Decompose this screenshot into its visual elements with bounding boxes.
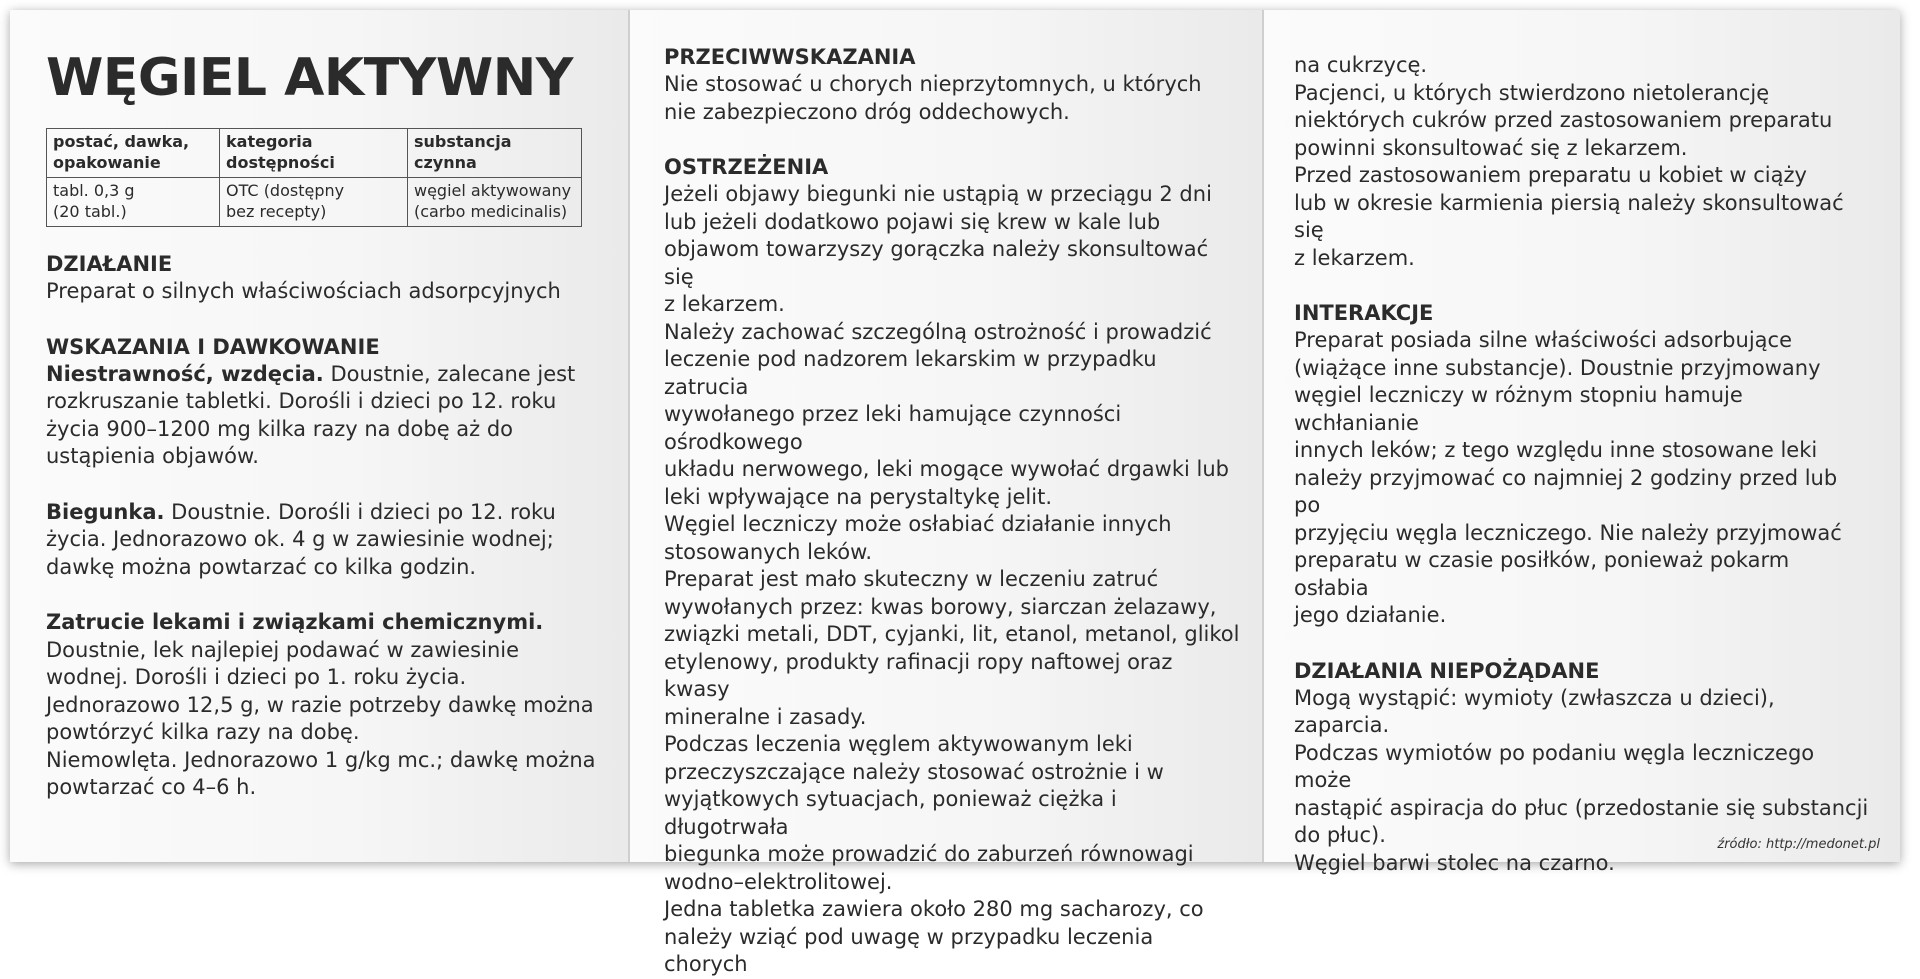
section-text-ostrzezenia: Jeżeli objawy biegunki nie ustąpią w przeciągu 2 dni lub jeżeli dodatkowo pojawi się krew w kale lub objawom towarzyszy gorączka należy skonsultować się z lekarzem. Należy zachować szczególną ostrożność i prowadzić leczenie pod nadzorem lekarskim w przypadku zatrucia wywołanego przez leki hamujące czynności ośrodkowego układu nerwowego, leki mogące wywołać drgawki lub leki wpływające na perystaltykę jelit. Węgiel leczniczy może osłabiać działanie innych stosowanych leków. Preparat jest mało skuteczny w leczeniu zatruć wywołanych przez: kwas borowy, siarczan żelazawy, związki metali, DDT, cyjanki, lit, etanol, metanol, glikol etylenowy, produkty rafinacji ropy naftowej oraz kwasy mineralne i zasady. Podczas leczenia węglem aktywowanym leki przeczyszczające należy stosować ostrożnie i w wyjątkowych sytuacjach, ponieważ ciężka i długotrwała biegunka może prowadzić do zaburzeń równowagi wodno–elektrolitowej. Jedna tabletka zawiera około 280 mg sacharozy, co należy wziąć pod uwagę w przypadku leczenia chorych: [664, 182, 1240, 976]
section-text-przeciwwskazania: Nie stosować u chorych nieprzytomnych, u których nie zabezpieczono dróg oddechowych.: [664, 72, 1202, 124]
indication-biegunka: [46, 499, 598, 582]
section-heading-przeciwwskazania: PRZECIWWSKAZANIA: [664, 45, 916, 69]
table-cell: OTC (dostępny bez recepty): [220, 178, 408, 227]
section-text-dzialanie: Preparat o silnych właściwościach adsorpcyjnych: [46, 279, 561, 303]
section-heading-interakcje: INTERAKCJE: [1294, 301, 1434, 325]
section-heading-wskazania: WSKAZANIA I DAWKOWANIE: [46, 334, 380, 359]
panel-right: [1264, 10, 1900, 875]
table-header-row: [47, 129, 582, 178]
table-header-cell: substancja czynna: [408, 129, 582, 178]
indication-text: Doustnie, zalecane jest rozkruszanie tabletki. Dorośli i dzieci po 12. roku życia 900–1200 mg kilka razy na dobę aż do ustąpienia objawów.: [46, 361, 576, 468]
section-heading-niepozadane: DZIAŁANIA NIEPOŻĄDANE: [1294, 658, 1600, 683]
panel-left: [10, 10, 630, 862]
indication-niestrawnosc: [46, 361, 598, 471]
panel-middle: [630, 10, 1264, 976]
section-text-interakcje: Preparat posiada silne właściwości adsorbujące (wiążące inne substancje). Doustnie przyjmowany węgiel leczniczy w różnym stopniu hamuje wchłanianie innych leków; z tego względu inne stosowane leki należy przyjmować co najmniej 2 godziny przed lub po przyjęciu węgla leczniczego. Nie należy przyjmować preparatu w czasie posiłków, ponieważ pokarm osłabia jego działanie.: [1294, 328, 1842, 627]
indication-text: Doustnie. Dorośli i dzieci po 12. roku życia. Jednorazowo ok. 4 g w zawiesinie wodnej; dawkę można powtarzać co kilka godzin.: [46, 499, 556, 579]
page-title: WĘGIEL AKTYWNY: [46, 48, 573, 108]
indication-label: Zatrucie lekami i związkami chemicznymi.: [46, 610, 544, 634]
section-text-niepozadane: Mogą wystąpić: wymioty (zwłaszcza u dzieci), zaparcia. Podczas wymiotów po podaniu węgla leczniczego może nastąpić aspiracja do płuc (przedostanie się substancji do płuc). Węgiel barwi stolec na czarno.: [1294, 685, 1869, 875]
section-heading-ostrzezenia: OSTRZEŻENIA: [664, 155, 829, 179]
indication-text: Doustnie, lek najlepiej podawać w zawiesinie wodnej. Dorośli i dzieci po 1. roku życia. Jednorazowo 12,5 g, w razie potrzeby dawkę można powtórzyć kilka razy na dobę. Niemowlęta. Jednorazowo 1 g/kg mc.; dawkę można powtarzać co 4–6 h.: [46, 637, 596, 799]
leaflet: [10, 10, 1900, 976]
indication-label: Niestrawność, wzdęcia.: [46, 361, 324, 386]
section-text-ostrzezenia-continued: na cukrzycę. Pacjenci, u których stwierdzono nietolerancję niektórych cukrów przed zastosowaniem preparatu powinni skonsultować się z lekarzem. Przed zastosowaniem preparatu u kobiet w ciąży lub w okresie karmienia piersią należy skonsultować się z lekarzem.: [1294, 53, 1844, 270]
table-row: [47, 178, 582, 227]
indication-label: Biegunka.: [46, 499, 165, 524]
source-credit: źródło: http://medonet.pl: [1717, 837, 1880, 852]
drug-info-table: [46, 128, 582, 227]
table-cell: węgiel aktywowany (carbo medicinalis): [408, 178, 582, 227]
section-heading-dzialanie: DZIAŁANIE: [46, 252, 173, 276]
table-header-cell: postać, dawka, opakowanie: [47, 129, 220, 178]
table-cell: tabl. 0,3 g (20 tabl.): [47, 178, 220, 227]
table-header-cell: kategoria dostępności: [220, 129, 408, 178]
